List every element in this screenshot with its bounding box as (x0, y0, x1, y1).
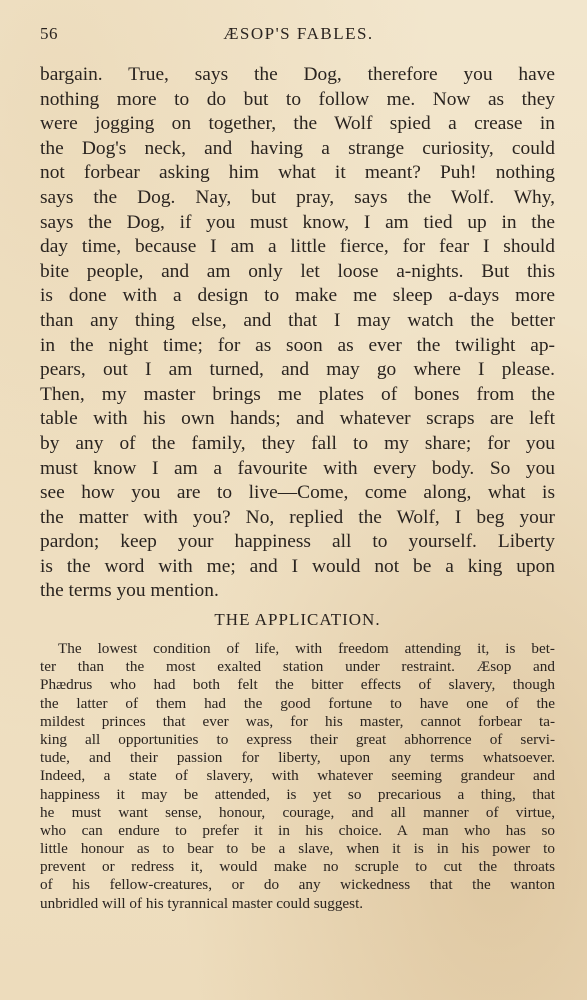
application-line: prevent or redress it, would make no scruple to cut the throats (40, 858, 555, 876)
text-line: bite people, and am only let loose a-nights. But this (40, 260, 555, 282)
application-line: tude, and their passion for liberty, upon any terms whatsoever. (40, 749, 555, 767)
application-line: little honour as to bear to be a slave, when it is in his power to (40, 840, 555, 858)
application-line: Indeed, a state of slavery, with whatever seeming grandeur and (40, 767, 555, 785)
application-line: unbridled will of his tyrannical master could suggest. (40, 894, 364, 912)
application-line: Phædrus who had both felt the bitter effects of slavery, though (40, 676, 555, 694)
text-line: not forbear asking him what it meant? Puh! nothing (40, 162, 555, 184)
text-line: the Dog's neck, and having a strange curiosity, could (40, 137, 555, 159)
application-line: The lowest condition of life, with freedom attending it, is bet- (58, 640, 555, 657)
text-line: bargain. True, says the Dog, therefore you have (40, 64, 555, 85)
application-line: who can endure to prefer it in his choice. A man who has so (40, 821, 555, 839)
application-line: king all opportunities to express their great abhorrence of servi- (40, 730, 555, 748)
text-line: in the night time; for as soon as ever the twilight ap- (40, 334, 555, 356)
text-line: were jogging on together, the Wolf spied a crease in (40, 113, 555, 135)
text-line: pears, out I am turned, and may go where I please. (40, 359, 555, 381)
text-line: says the Dog, if you must know, I am tied up in the (40, 211, 555, 233)
section-heading: THE APPLICATION. (214, 610, 381, 629)
text-line: day time, because I am a little fierce, for fear I should (40, 236, 555, 258)
fable-text (40, 63, 555, 604)
page-number: 56 (40, 24, 58, 43)
book-title: ÆSOP'S FABLES. (223, 24, 374, 43)
text-line: is the word with me; and I would not be a king upon (40, 555, 555, 577)
text-line: the matter with you? No, replied the Wolf, I beg your (40, 506, 555, 528)
text-line: nothing more to do but to follow me. Now as they (40, 88, 555, 110)
text-line: Then, my master brings me plates of bones from the (40, 383, 555, 405)
application-text (40, 640, 555, 913)
text-line: table with his own hands; and whatever scraps are left (40, 408, 555, 430)
application-line: happiness it may be attended, is yet so precarious a thing, that (40, 785, 555, 803)
application-line: of his fellow-creatures, or do any wickedness that the wanton (40, 876, 555, 894)
text-line: is done with a design to make me sleep a-days more (40, 285, 555, 307)
text-line: pardon; keep your happiness all to yourself. Liberty (40, 531, 555, 553)
application-line: he must want sense, honour, courage, and all manner of virtue, (40, 803, 555, 821)
text-line: see how you are to live—Come, come along, what is (40, 482, 555, 504)
text-line: the terms you mention. (40, 580, 219, 602)
application-line: ter than the most exalted station under restraint. Æsop and (40, 658, 555, 676)
text-line: by any of the family, they fall to my share; for you (40, 432, 555, 454)
text-line: must know I am a favourite with every body. So you (40, 457, 555, 479)
running-head (40, 24, 557, 46)
application-line: the latter of them had the good fortune to have one of the (40, 694, 555, 712)
text-line: than any thing else, and that I may watch the better (40, 309, 555, 331)
text-line: says the Dog. Nay, but pray, says the Wolf. Why, (40, 186, 555, 208)
application-line: mildest princes that ever was, for his master, cannot forbear ta- (40, 712, 555, 730)
